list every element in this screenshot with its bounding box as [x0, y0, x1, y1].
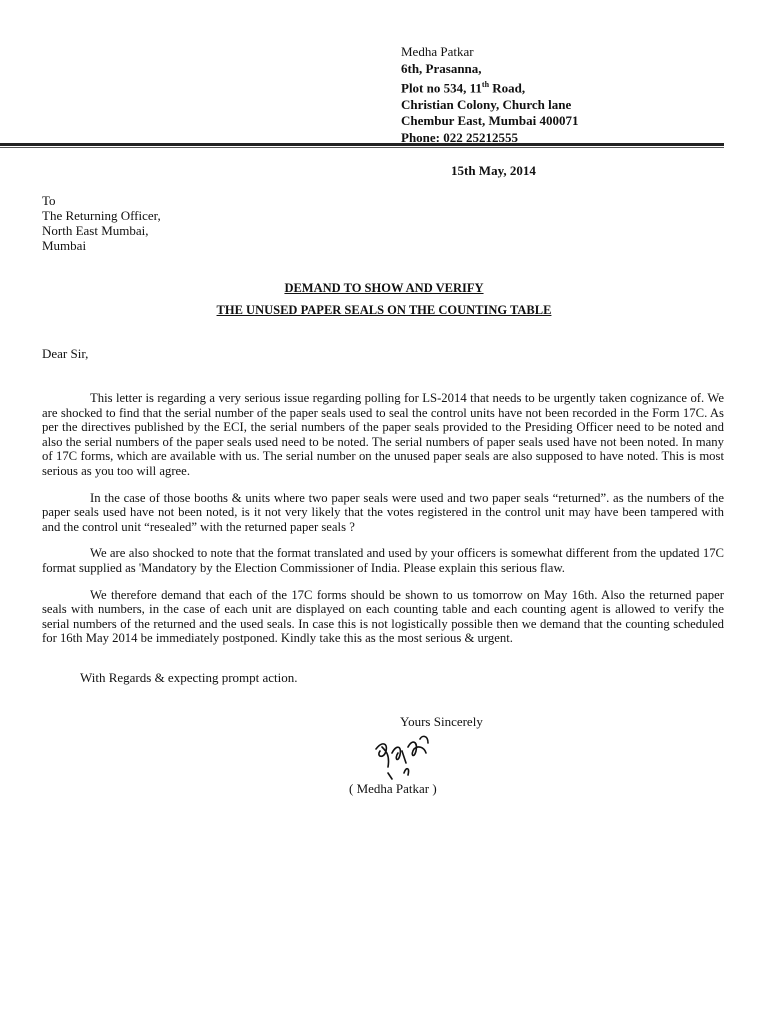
recipient-line-1: The Returning Officer,: [42, 208, 161, 223]
body-paragraph: We are also shocked to note that the format translated and used by your officers is somewhat different from the updated 17C format supplied as 'Mandatory by the Election Commissioner of India. Please explain this serious flaw.: [42, 546, 724, 575]
sender-address-line-2-end: Road,: [489, 80, 526, 96]
recipient-line-2: North East Mumbai,: [42, 223, 149, 238]
handwritten-signature: [368, 733, 438, 781]
sender-phone: Phone: 022 25212555: [401, 129, 518, 145]
letter-date: 15th May, 2014: [451, 163, 536, 178]
recipient-block: [42, 193, 161, 253]
header-divider: [0, 143, 724, 148]
subject-line-2: THE UNUSED PAPER SEALS ON THE COUNTING TABLE: [216, 303, 552, 317]
sender-name: Medha Patkar: [401, 44, 474, 59]
sender-address-line-4: Chembur East, Mumbai 400071: [401, 113, 579, 129]
sign-off: Yours Sincerely: [400, 714, 483, 729]
salutation: Dear Sir,: [42, 346, 89, 361]
sender-address-ordinal: th: [481, 80, 490, 89]
sender-address-block: [401, 44, 731, 146]
sender-address-line-3: Christian Colony, Church lane: [401, 96, 572, 112]
sender-address-line-1: 6th, Prasanna,: [401, 60, 482, 76]
recipient-to: To: [42, 193, 56, 208]
letter-body: [42, 391, 724, 658]
body-paragraph: We therefore demand that each of the 17C forms should be shown to us tomorrow on May 16th. Also the returned paper seals with numbers, in the case of each unit are displayed on each counting table and each counting agent is allowed to verify the serial numbers of the returned and the used seals. In case this is not logistically possible then we demand that the counting scheduled for 16th May 2014 be immediately postponed. Kindly take this as the most serious & urgent.: [42, 587, 724, 646]
recipient-line-3: Mumbai: [42, 238, 87, 253]
subject-line-1: DEMAND TO SHOW AND VERIFY: [284, 281, 484, 295]
body-paragraph: This letter is regarding a very serious issue regarding polling for LS-2014 that needs to be urgently taken cognizance of. We are shocked to find that the serial number of the paper seals used to seal the control units have not been recorded in the Form 17C. As per the directives published by the ECI, the serial numbers of the paper seals provided to the Presiding Officer need to be noted and also the serial numbers of the paper seals used need to be noted. The serial numbers of paper seals used have not been noted. In many of 17C forms, which are available with us. The serial number on the unused paper seals are also supposed to have noted. This is most serious as you too will agree.: [42, 391, 724, 478]
closing-line: With Regards & expecting prompt action.: [80, 670, 298, 685]
sender-address-line-2: [401, 77, 731, 97]
body-paragraph: In the case of those booths & units where two paper seals were used and two paper seals “returned”. as the numbers of the paper seals used have not been noted, is it not very likely that the votes registered in the control unit may have been tampered with and the control unit “resealed” with the returned paper seals ?: [42, 490, 724, 534]
sender-address-line-2-start: Plot no 534, 11: [401, 80, 482, 96]
signatory-name: ( Medha Patkar ): [349, 781, 437, 796]
